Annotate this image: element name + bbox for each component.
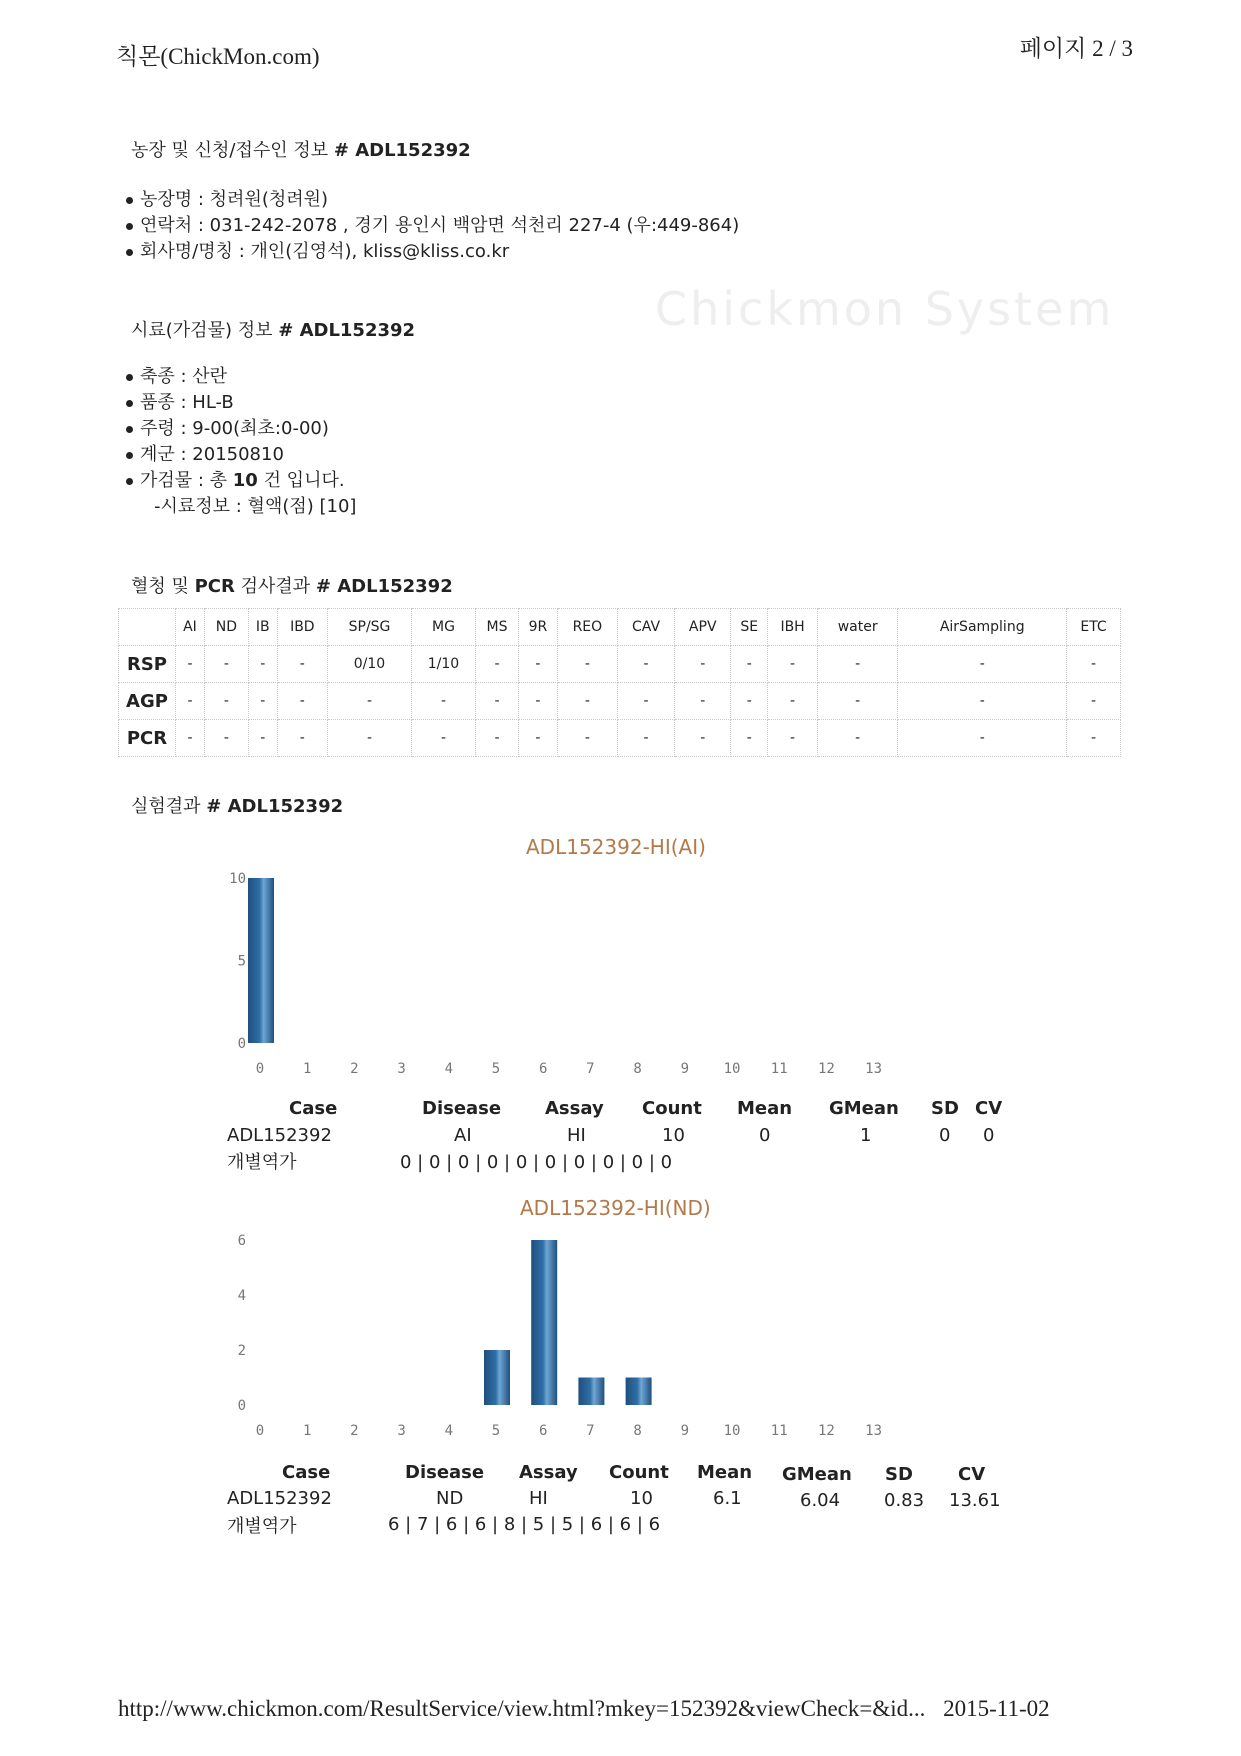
table-cell: - xyxy=(731,720,768,757)
table-cell: 0/10 xyxy=(327,646,411,683)
stats-header-gmean: GMean xyxy=(782,1464,852,1485)
experiment-title-id: # ADL152392 xyxy=(206,796,344,817)
column-header: ND xyxy=(204,609,248,646)
table-cell: - xyxy=(617,646,674,683)
y-tick-label: 4 xyxy=(237,1288,246,1304)
y-tick-label: 10 xyxy=(229,871,246,887)
stats-header-disease: Disease xyxy=(422,1098,502,1119)
table-cell: - xyxy=(898,646,1067,683)
sample-info-age: 주령 : 9-00(최초:0-00) xyxy=(126,416,356,442)
table-cell: - xyxy=(617,720,674,757)
results-table xyxy=(118,608,1121,757)
column-header: CAV xyxy=(617,609,674,646)
sample-info-count: 가검물 : 총 10 건 입니다. xyxy=(126,468,356,494)
table-cell: - xyxy=(731,683,768,720)
bullet-icon xyxy=(126,249,133,256)
x-tick-label: 12 xyxy=(817,1061,835,1077)
table-cell: - xyxy=(817,646,897,683)
bullet-icon xyxy=(126,197,133,204)
stats-cv: 13.61 xyxy=(949,1490,1001,1511)
x-tick-label: 4 xyxy=(444,1423,454,1439)
chart-nd-stats xyxy=(0,1462,1241,1542)
farm-title-id: # ADL152392 xyxy=(333,140,471,161)
stats-header-assay: Assay xyxy=(545,1098,604,1119)
x-tick-label: 10 xyxy=(723,1423,741,1439)
stats-header-cv: CV xyxy=(958,1464,986,1485)
bullet-icon xyxy=(126,478,133,485)
individual-values: 6 | 7 | 6 | 6 | 8 | 5 | 5 | 6 | 6 | 6 xyxy=(388,1514,661,1535)
row-label: RSP xyxy=(119,646,176,683)
table-cell: - xyxy=(277,646,327,683)
sample-info-breed: 품종 : HL-B xyxy=(126,390,356,416)
stats-mean: 6.1 xyxy=(713,1488,742,1509)
table-cell: - xyxy=(176,683,205,720)
table-cell: - xyxy=(519,683,558,720)
stats-header-case: Case xyxy=(282,1462,331,1483)
x-tick-label: 1 xyxy=(302,1061,312,1077)
x-tick-label: 6 xyxy=(538,1423,548,1439)
table-cell: - xyxy=(1067,683,1121,720)
footer-date: 2015-11-02 xyxy=(943,1696,1050,1721)
chart-ai-title: ADL152392-HI(AI) xyxy=(526,835,706,859)
column-header: MS xyxy=(475,609,518,646)
table-cell: - xyxy=(327,720,411,757)
results-title-id: # ADL152392 xyxy=(315,576,453,597)
x-tick-label: 2 xyxy=(350,1423,359,1439)
table-cell: - xyxy=(557,683,617,720)
table-cell: - xyxy=(898,720,1067,757)
table-cell: - xyxy=(1067,720,1121,757)
x-tick-label: 3 xyxy=(397,1423,406,1439)
experiment-section-title: 실험결과 # ADL152392 xyxy=(131,796,344,817)
individual-label: 개별역가 xyxy=(227,1152,297,1173)
sample-title-id: # ADL152392 xyxy=(278,320,416,341)
table-cell: - xyxy=(768,646,818,683)
x-tick-label: 10 xyxy=(723,1061,741,1077)
sample-info-detail: -시료정보 : 혈액(점) [10] xyxy=(154,496,357,517)
x-tick-label: 8 xyxy=(633,1061,642,1077)
bullet-icon xyxy=(126,374,133,381)
y-tick-label: 2 xyxy=(237,1343,246,1359)
results-section-title: 혈청 및 PCR 검사결과 # ADL152392 xyxy=(131,576,453,597)
column-header: REO xyxy=(557,609,617,646)
table-cell: - xyxy=(412,683,476,720)
x-tick-label: 5 xyxy=(491,1061,501,1077)
stats-header-cv: CV xyxy=(975,1098,1003,1119)
table-cell: - xyxy=(475,646,518,683)
column-header: AI xyxy=(176,609,205,646)
farm-info-contact: 연락처 : 031-242-2078 , 경기 용인시 백암면 석천리 227-4 (우:449-864) xyxy=(126,213,739,239)
column-header: SP/SG xyxy=(327,609,411,646)
x-tick-label: 2 xyxy=(350,1061,359,1077)
farm-title-text: 농장 및 신청/접수인 정보 xyxy=(131,140,334,161)
column-header: IBD xyxy=(277,609,327,646)
table-cell: - xyxy=(277,683,327,720)
stats-case: ADL152392 xyxy=(227,1488,332,1509)
stats-assay: HI xyxy=(567,1125,586,1146)
stats-gmean: 6.04 xyxy=(800,1490,841,1511)
column-header: MG xyxy=(412,609,476,646)
table-cell: 1/10 xyxy=(412,646,476,683)
x-tick-label: 0 xyxy=(255,1423,265,1439)
chart-nd xyxy=(237,1222,1010,1462)
column-header: AirSampling xyxy=(898,609,1067,646)
individual-values: 0 | 0 | 0 | 0 | 0 | 0 | 0 | 0 | 0 | 0 xyxy=(400,1152,673,1173)
table-corner-cell xyxy=(119,609,176,646)
stats-header-mean: Mean xyxy=(737,1098,793,1119)
x-tick-label: 4 xyxy=(444,1061,454,1077)
column-header: 9R xyxy=(519,609,558,646)
farm-info-name: 농장명 : 청려원(청려원) xyxy=(126,187,739,213)
stats-header-sd: SD xyxy=(885,1464,913,1485)
stats-header-mean: Mean xyxy=(697,1462,753,1483)
table-cell: - xyxy=(327,683,411,720)
table-cell: - xyxy=(731,646,768,683)
x-tick-label: 13 xyxy=(865,1061,883,1077)
table-cell: - xyxy=(817,683,897,720)
table-row xyxy=(119,646,1121,683)
stats-disease: AI xyxy=(454,1125,472,1146)
table-cell: - xyxy=(519,646,558,683)
table-cell: - xyxy=(204,720,248,757)
watermark: Chickmon System xyxy=(655,282,1115,336)
y-tick-label: 0 xyxy=(237,1398,246,1414)
column-header: APV xyxy=(675,609,731,646)
sample-info-list xyxy=(126,364,356,520)
table-cell: - xyxy=(1067,646,1121,683)
table-cell: - xyxy=(277,720,327,757)
farm-info-company: 회사명/명칭 : 개인(김영석), kliss@kliss.co.kr xyxy=(126,239,739,265)
stats-header-count: Count xyxy=(609,1462,669,1483)
x-tick-label: 13 xyxy=(865,1423,883,1439)
x-tick-label: 9 xyxy=(680,1061,690,1077)
table-cell: - xyxy=(248,646,277,683)
table-cell: - xyxy=(675,646,731,683)
sample-title-text: 시료(가검물) 정보 xyxy=(131,320,279,341)
chart-ai-stats xyxy=(0,1098,1241,1178)
stats-assay: HI xyxy=(529,1488,548,1509)
stats-count: 10 xyxy=(662,1125,685,1146)
x-tick-label: 12 xyxy=(817,1423,835,1439)
farm-section-title xyxy=(131,136,471,162)
table-cell: - xyxy=(898,683,1067,720)
stats-mean: 0 xyxy=(759,1125,771,1146)
x-tick-label: 9 xyxy=(680,1423,690,1439)
farm-info-list xyxy=(126,187,739,265)
table-cell: - xyxy=(768,720,818,757)
x-tick-label: 11 xyxy=(770,1423,788,1439)
bullet-icon xyxy=(126,452,133,459)
y-tick-label: 6 xyxy=(237,1233,246,1249)
table-row xyxy=(119,720,1121,757)
stats-sd: 0.83 xyxy=(884,1490,925,1511)
bar xyxy=(484,1350,510,1405)
sample-info-species: 축종 : 산란 xyxy=(126,364,356,390)
x-tick-label: 5 xyxy=(491,1423,501,1439)
table-cell: - xyxy=(617,683,674,720)
results-header-row xyxy=(119,609,1121,646)
bar xyxy=(248,878,274,1043)
stats-header-count: Count xyxy=(642,1098,702,1119)
sample-section-title xyxy=(131,316,415,342)
table-cell: - xyxy=(768,683,818,720)
page-number: 페이지 2 / 3 xyxy=(1019,36,1133,61)
bullet-icon xyxy=(126,426,133,433)
table-cell: - xyxy=(176,646,205,683)
x-tick-label: 0 xyxy=(255,1061,265,1077)
column-header: IB xyxy=(248,609,277,646)
column-header: water xyxy=(817,609,897,646)
x-tick-label: 1 xyxy=(302,1423,312,1439)
stats-count: 10 xyxy=(630,1488,653,1509)
table-cell: - xyxy=(675,683,731,720)
table-cell: - xyxy=(204,683,248,720)
column-header: ETC xyxy=(1067,609,1121,646)
y-tick-label: 5 xyxy=(237,953,246,970)
row-label: AGP xyxy=(119,683,176,720)
table-cell: - xyxy=(475,683,518,720)
footer xyxy=(118,1696,1050,1722)
sample-count-value: 10 xyxy=(232,470,258,491)
table-cell: - xyxy=(204,646,248,683)
site-name: 칙몬(ChickMon.com) xyxy=(116,44,320,69)
stats-cv: 0 xyxy=(983,1125,995,1146)
table-cell: - xyxy=(248,720,277,757)
bullet-icon xyxy=(126,400,133,407)
stats-disease: ND xyxy=(436,1488,464,1509)
stats-header-sd: SD xyxy=(931,1098,959,1119)
stats-header-gmean: GMean xyxy=(829,1098,899,1119)
stats-header-case: Case xyxy=(289,1098,338,1119)
table-cell: - xyxy=(557,646,617,683)
table-cell: - xyxy=(519,720,558,757)
individual-label: 개별역가 xyxy=(227,1516,297,1537)
table-cell: - xyxy=(176,720,205,757)
x-tick-label: 6 xyxy=(538,1061,548,1077)
table-row xyxy=(119,683,1121,720)
table-cell: - xyxy=(412,720,476,757)
bar xyxy=(531,1240,557,1405)
sample-info-flock: 계군 : 20150810 xyxy=(126,442,356,468)
x-tick-label: 11 xyxy=(770,1061,788,1077)
x-tick-label: 8 xyxy=(633,1423,642,1439)
row-label: PCR xyxy=(119,720,176,757)
table-cell: - xyxy=(248,683,277,720)
column-header: IBH xyxy=(768,609,818,646)
footer-url: http://www.chickmon.com/ResultService/view.html?mkey=152392&viewCheck=&id... xyxy=(118,1696,926,1721)
table-cell: - xyxy=(817,720,897,757)
bar xyxy=(626,1378,652,1406)
x-tick-label: 3 xyxy=(397,1061,406,1077)
stats-sd: 0 xyxy=(939,1125,951,1146)
stats-header-disease: Disease xyxy=(405,1462,485,1483)
x-tick-label: 7 xyxy=(586,1423,595,1439)
stats-gmean: 1 xyxy=(860,1125,872,1146)
x-tick-label: 7 xyxy=(586,1061,595,1077)
y-tick-label: 0 xyxy=(237,1036,246,1052)
table-cell: - xyxy=(675,720,731,757)
bullet-icon xyxy=(126,223,133,230)
column-header: SE xyxy=(731,609,768,646)
bar xyxy=(578,1378,604,1406)
chart-nd-title: ADL152392-HI(ND) xyxy=(520,1196,711,1220)
stats-case: ADL152392 xyxy=(227,1125,332,1146)
table-cell: - xyxy=(475,720,518,757)
table-cell: - xyxy=(557,720,617,757)
chart-ai xyxy=(229,860,1010,1100)
stats-header-assay: Assay xyxy=(519,1462,578,1483)
